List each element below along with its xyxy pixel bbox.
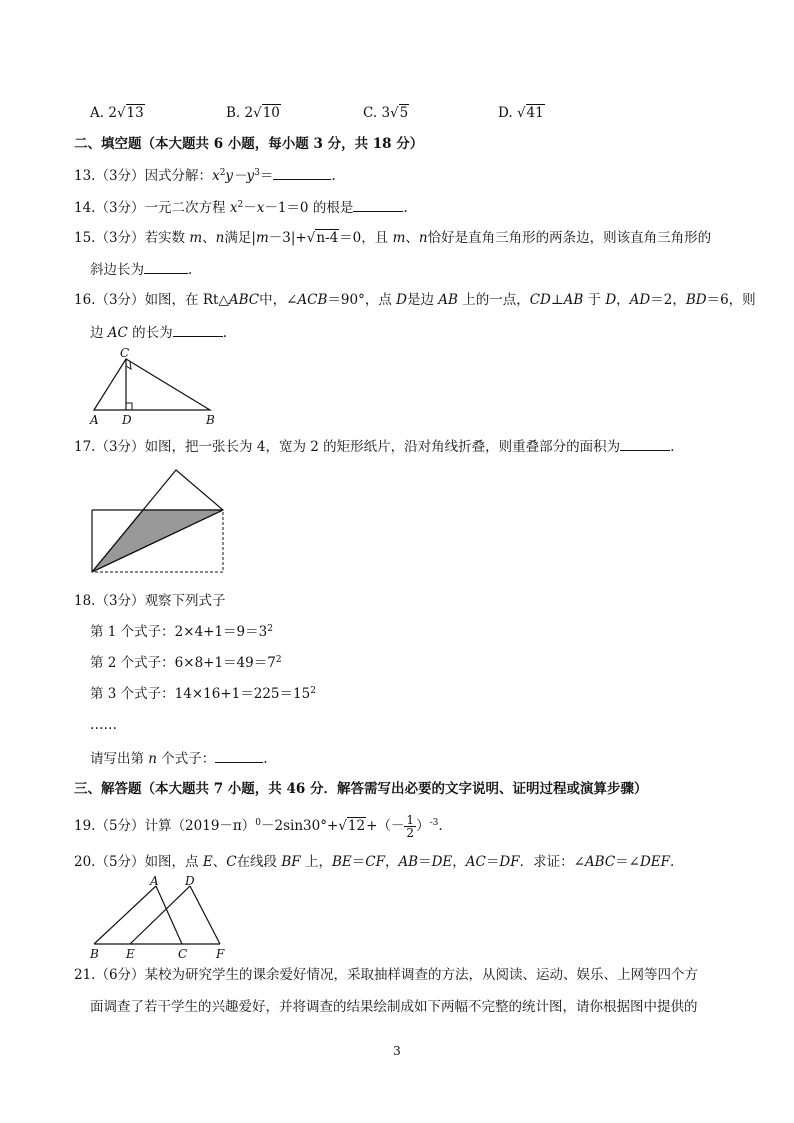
triangle-abc — [94, 359, 210, 410]
question-16: 16.（3分）如图，在 Rt△ABC中，∠ACB＝90°，点 D是边 AB 上的一点，CD⊥AB 于 D，AD＝2，BD＝6，则 — [74, 292, 756, 308]
right-triangle-figure — [86, 346, 226, 428]
question-21: 21.（6分）某校为研究学生的课余爱好情况，采取抽样调查的方法，从阅读、运动、娱乐、上网等四个方 — [74, 967, 699, 983]
label-f: F — [216, 947, 225, 961]
answer-blank[interactable] — [215, 749, 263, 763]
answer-blank[interactable] — [273, 166, 331, 180]
label-d: D — [185, 874, 195, 888]
label-a: A — [150, 874, 159, 888]
option-a: A. 2√13 — [90, 105, 144, 121]
question-15: 15.（3分）若实数 m、n满足|m－3|+√n-4＝0，且 m、n恰好是直角三角形的两条边，则该直角三角形的 — [74, 230, 712, 246]
answer-blank[interactable] — [144, 260, 188, 274]
question-18: 18.（3分）观察下列式子 — [74, 593, 226, 609]
pattern-ellipsis: …… — [90, 717, 117, 733]
answer-blank[interactable] — [620, 437, 670, 451]
question-16-line2: 边 AC 的长为 . — [90, 325, 227, 341]
question-18-ask: 请写出第 n 个式子： . — [90, 751, 268, 767]
label-d: D — [122, 413, 132, 427]
option-d: D. √41 — [498, 105, 544, 121]
question-20: 20.（5分）如图，点 E、C在线段 BF 上，BE＝CF，AB＝DE，AC＝DF．求证：∠ABC＝∠DEF. — [74, 854, 675, 870]
label-e: E — [126, 947, 135, 961]
question-17: 17.（3分）如图，把一张长为 4，宽为 2 的矩形纸片，沿对角线折叠，则重叠部分的面积为 . — [74, 439, 675, 455]
pattern-row-3: 第 3 个式子：$14\times 16+1=225=15^2$ — [90, 686, 316, 702]
question-14: 14.（3分）一元二次方程 $x^2-x-1=0$ 的根是 . — [74, 200, 408, 216]
question-21-line2: 面调查了若干学生的兴趣爱好，并将调查的结果绘制成如下两幅不完整的统计图，请你根据图中提供的 — [90, 999, 698, 1015]
right-angle-mark-d — [126, 403, 132, 410]
question-13: 13.（3分）因式分解：$x^2y-y^3=$ . — [74, 168, 336, 184]
option-b: B. 2√10 — [226, 105, 280, 121]
section-heading-solve: 三、解答题（本大题共 7 小题，共 46 分．解答需写出必要的文字说明、证明过程或演算步骤） — [74, 781, 648, 797]
section-heading-fill-in: 二、填空题（本大题共 6 小题，每小题 3 分，共 18 分） — [74, 136, 424, 152]
question-19: 19.（5分）计算$(2019-\pi)^0-2\sin 30^\circ+√12+(-$ $\frac{1}{2}$ ）$^{-3}$. — [74, 813, 443, 840]
pattern-row-2: 第 2 个式子：$6\times 8+1=49=7^2$ — [90, 655, 282, 671]
page-number: 3 — [393, 1044, 401, 1058]
option-c: C. 3√5 — [363, 105, 409, 121]
fraction-one-half: $\frac{1}{2}$ — [406, 813, 415, 840]
label-c: C — [178, 947, 188, 961]
segment-df — [190, 886, 220, 944]
label-a: A — [90, 413, 99, 427]
right-angle-mark-c — [126, 362, 131, 369]
label-b: B — [206, 413, 215, 427]
answer-blank[interactable] — [353, 198, 403, 212]
pattern-row-1: 第 1 个式子：$2\times 4+1=9=3^2$ — [90, 624, 273, 640]
segment-ab — [94, 886, 156, 944]
folded-rectangle-figure — [86, 466, 231, 578]
label-c: C — [120, 346, 130, 360]
congruent-triangles-figure — [86, 874, 236, 962]
question-15-line2: 斜边长为 . — [90, 262, 193, 278]
answer-blank[interactable] — [173, 323, 223, 337]
label-b: B — [90, 947, 99, 961]
